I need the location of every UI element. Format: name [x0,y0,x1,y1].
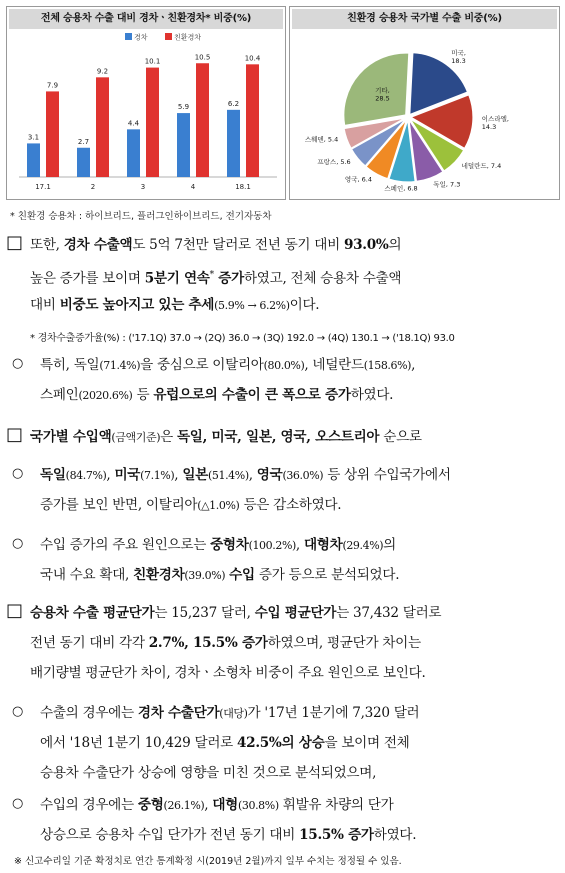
bar-value-label: 4.4 [127,119,140,128]
bar-value-label: 10.1 [144,57,161,66]
light-eco-share-chart [6,6,286,200]
circle-bullet: ○ [12,466,24,481]
circle-bullet: ○ [12,796,24,811]
bar-value-label: 5.9 [177,103,190,112]
bar-친환경차-17.1 [46,91,59,177]
pie-label: 이스라엘, 14.3 [481,114,509,131]
x-tick-label: 18.1 [235,183,251,191]
legend-swatch-1 [165,33,172,40]
bar-경차-4 [177,113,190,177]
legend-label-1: 친환경차 [174,33,202,42]
x-tick-label: 2 [90,183,96,191]
right-chart-title: 친환경 승용차 국가별 수출 비중(%) [292,9,557,29]
pie-label: 네덜란드, 7.4 [461,161,502,170]
eco-export-country-chart [289,6,560,200]
circle-bullet: ○ [12,704,24,719]
bar-친환경차-4 [196,63,209,177]
circle-bullet: ○ [12,536,24,551]
pie-label: 스페인, 6.8 [384,184,418,193]
pie-label: 미국, 18.3 [451,48,466,65]
bar-value-label: 9.2 [96,67,109,76]
bar-value-label: 10.4 [244,54,261,63]
bar-chart-svg [7,29,285,199]
light-export-growth-note: * 경차수출증가율(%) : ('17.1Q) 37.0 → (2Q) 36.0 → (3Q) 192.0 → (4Q) 130.1 → ('18.1Q) 93.0 [30,333,455,344]
bar-value-label: 10.5 [194,53,211,62]
pie-label: 기타, 28.5 [375,86,390,103]
bar-경차-3 [127,129,140,177]
bar-value-label: 3.1 [27,133,40,142]
bar-친환경차-2 [96,77,109,177]
square-bullet: □ [6,600,24,621]
square-bullet: □ [6,424,24,445]
bottom-disclaimer: ※ 신고수리일 기준 확정치로 연간 통계확정 시(2019년 2월)까지 일부 수치는 정정될 수 있음. [14,856,402,867]
x-tick-label: 4 [190,183,196,191]
legend-swatch-0 [125,33,132,40]
bar-value-label: 7.9 [46,81,59,90]
pie-chart-svg [290,29,559,199]
x-tick-label: 3 [140,183,146,191]
circle-bullet: ○ [12,356,24,371]
bar-친환경차-18.1 [246,64,259,177]
eco-definition-note: * 친환경 승용차 : 하이브리드, 플러그인하이브리드, 전기자동차 [10,211,272,222]
bar-value-label: 2.7 [77,137,90,146]
square-bullet: □ [6,232,24,253]
left-chart-title: 전체 승용차 수출 대비 경차ㆍ친환경차* 비중(%) [9,9,283,29]
x-tick-label: 17.1 [35,183,51,191]
legend-label-0: 경차 [134,33,148,42]
pie-label: 독일, 7.3 [433,180,461,189]
pie-label: 영국, 6.4 [344,175,372,184]
bar-경차-2 [77,148,90,177]
bar-경차-18.1 [227,110,240,177]
pie-label: 스웨덴, 5.4 [304,135,339,144]
bar-경차-17.1 [27,143,40,177]
pie-label: 프랑스, 5.6 [317,157,351,166]
bar-친환경차-3 [146,68,159,177]
bar-value-label: 6.2 [227,99,240,108]
